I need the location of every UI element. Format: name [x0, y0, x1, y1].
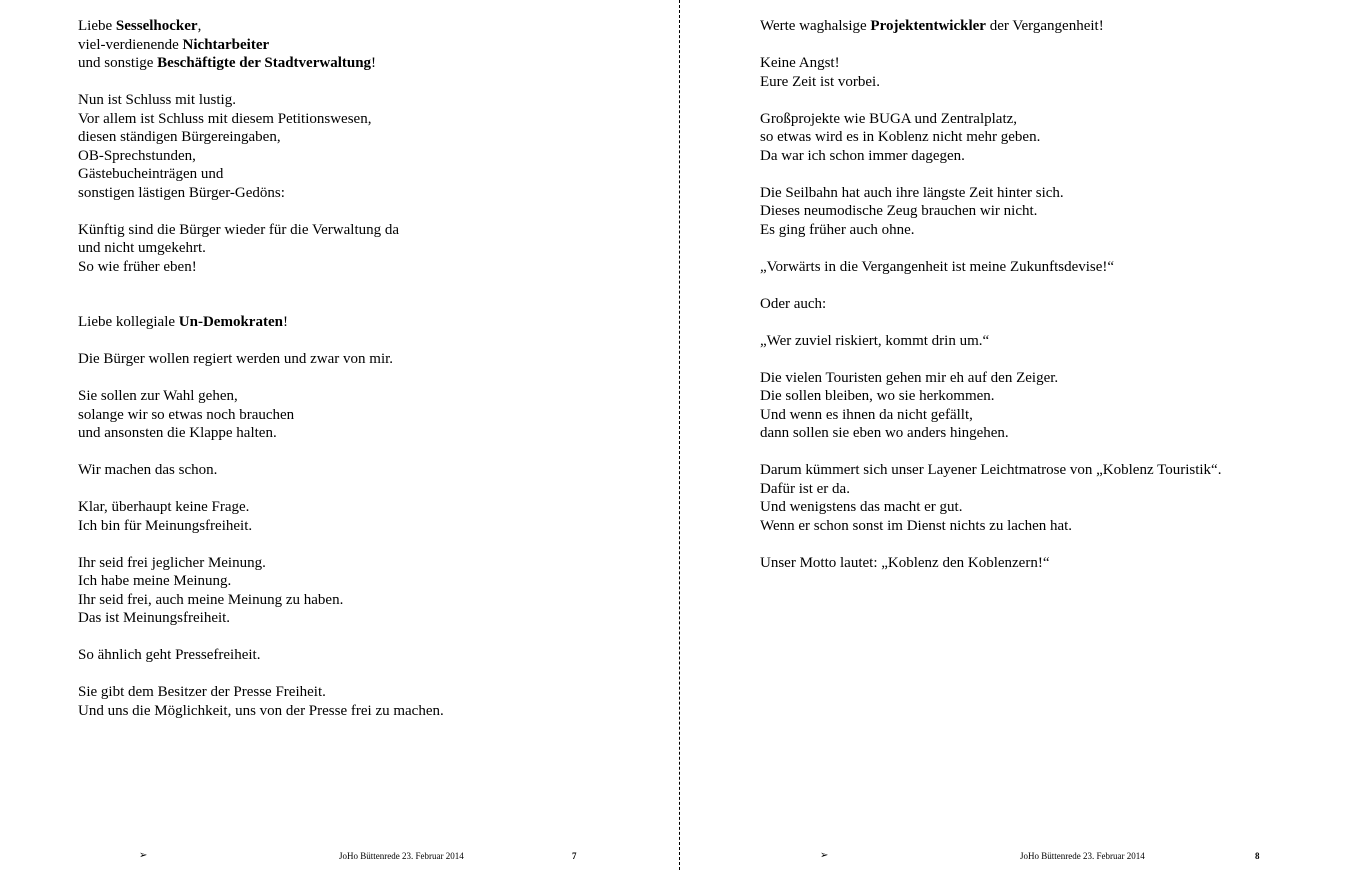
text-segment: So ähnlich geht Pressefreiheit.	[78, 647, 261, 663]
text-segment: Liebe	[78, 18, 116, 34]
text-segment: Eure Zeit ist vorbei.	[760, 73, 880, 90]
right-page	[681, 0, 1358, 870]
text-line	[78, 702, 638, 721]
text-segment: der Vergangenheit!	[985, 18, 1104, 34]
text-line	[78, 609, 638, 628]
text-segment: solange wir so etwas noch brauchen	[78, 406, 295, 423]
text-segment: so etwas wird es in Koblenz nicht mehr geben.	[760, 129, 1041, 145]
text-line	[760, 54, 1320, 73]
text-segment: Die Seilbahn hat auch ihre längste Zeit hinter sich.	[760, 184, 1064, 201]
text-line	[78, 258, 638, 277]
text-segment: Oder auch:	[760, 295, 827, 312]
text-segment: Ich bin für Meinungsfreiheit.	[78, 517, 253, 534]
text-segment: Die Bürger wollen regiert werden und zwar von mir.	[78, 351, 394, 367]
right-page-body	[760, 17, 1320, 572]
text-segment: Und wenigstens das macht er gut.	[760, 499, 963, 515]
blank-line	[78, 628, 638, 647]
text-line	[78, 517, 638, 536]
text-segment: Unser Motto lautet: „Koblenz den Koblenzern!“	[760, 554, 1050, 571]
text-line	[78, 591, 638, 610]
bold-text: Un-Demokraten	[178, 314, 283, 330]
text-segment: OB-Sprechstunden,	[78, 147, 196, 164]
text-line	[760, 554, 1320, 573]
text-line	[78, 461, 638, 480]
blank-line	[78, 73, 638, 92]
blank-line	[760, 165, 1320, 184]
left-page-body	[78, 17, 638, 720]
text-segment: dann sollen sie eben wo anders hingehen.	[760, 425, 1009, 441]
text-line	[760, 202, 1320, 221]
text-segment: Keine Angst!	[760, 55, 840, 71]
text-segment: Und uns die Möglichkeit, uns von der Presse frei zu machen.	[78, 702, 444, 719]
blank-line	[78, 443, 638, 462]
blank-line	[78, 295, 638, 314]
blank-line	[760, 36, 1320, 55]
blank-line	[78, 202, 638, 221]
text-segment: Dafür ist er da.	[760, 480, 850, 497]
footer-bullet-icon: ➢	[820, 850, 829, 861]
text-segment: Ich habe meine Meinung.	[78, 573, 232, 589]
text-line	[78, 387, 638, 406]
bold-text: Beschäftigte der Stadtverwaltung	[157, 55, 372, 71]
blank-line	[78, 535, 638, 554]
text-line	[78, 54, 638, 73]
text-line	[760, 387, 1320, 406]
text-line	[78, 572, 638, 591]
left-page	[0, 0, 678, 870]
text-segment: Das ist Meinungsfreiheit.	[78, 610, 231, 626]
page-number: 8	[1255, 851, 1260, 861]
text-line	[78, 498, 638, 517]
text-segment: und sonstige	[78, 55, 158, 71]
text-segment: Wenn er schon sonst im Dienst nichts zu lachen hat.	[760, 517, 1073, 534]
text-line	[78, 91, 638, 110]
footer-text: JoHo Büttenrede 23. Februar 2014	[339, 851, 464, 861]
blank-line	[78, 369, 638, 388]
text-segment: !	[371, 55, 377, 71]
text-line	[760, 258, 1320, 277]
text-line	[760, 17, 1320, 36]
page-divider	[679, 0, 680, 870]
text-segment: „Wer zuviel riskiert, kommt drin um.“	[760, 332, 990, 349]
text-line	[760, 332, 1320, 351]
bold-text: Sesselhocker	[115, 18, 198, 34]
text-line	[760, 369, 1320, 388]
text-segment: Ihr seid frei, auch meine Meinung zu haben.	[78, 591, 344, 608]
text-line	[78, 17, 638, 36]
text-segment: Und wenn es ihnen da nicht gefällt,	[760, 406, 973, 423]
page-number: 7	[572, 851, 577, 861]
blank-line	[760, 91, 1320, 110]
text-segment: diesen ständigen Bürgereingaben,	[78, 129, 281, 145]
text-line	[78, 165, 638, 184]
text-segment: Nun ist Schluss mit lustig.	[78, 92, 236, 108]
text-line	[78, 147, 638, 166]
text-segment: „Vorwärts in die Vergangenheit ist meine Zukunftsdevise!“	[760, 258, 1115, 275]
text-line	[78, 128, 638, 147]
text-segment: Es ging früher auch ohne.	[760, 221, 915, 238]
text-segment: Großprojekte wie BUGA und Zentralplatz,	[760, 110, 1018, 127]
footer-bullet-icon: ➢	[139, 850, 148, 861]
text-segment: !	[282, 314, 288, 330]
text-segment: Ihr seid frei jeglicher Meinung.	[78, 554, 266, 571]
blank-line	[760, 535, 1320, 554]
text-line	[760, 498, 1320, 517]
text-line	[78, 239, 638, 258]
text-line	[78, 646, 638, 665]
text-segment: ,	[197, 18, 202, 34]
blank-line	[760, 443, 1320, 462]
text-line	[760, 480, 1320, 499]
text-segment: sonstigen lästigen Bürger-Gedöns:	[78, 184, 285, 201]
text-segment: Gästebucheinträgen und	[78, 166, 224, 182]
text-line	[78, 110, 638, 129]
text-segment: viel-verdienende	[78, 36, 183, 53]
text-line	[760, 73, 1320, 92]
text-segment: So wie früher eben!	[78, 258, 197, 275]
text-line	[78, 350, 638, 369]
text-line	[760, 184, 1320, 203]
text-line	[760, 406, 1320, 425]
blank-line	[760, 276, 1320, 295]
blank-line	[760, 313, 1320, 332]
text-segment: Wir machen das schon.	[78, 462, 218, 478]
text-segment: Da war ich schon immer dagegen.	[760, 147, 965, 164]
footer-text: JoHo Büttenrede 23. Februar 2014	[1020, 851, 1145, 861]
blank-line	[78, 276, 638, 295]
text-line	[760, 517, 1320, 536]
text-line	[760, 128, 1320, 147]
text-segment: Dieses neumodische Zeug brauchen wir nicht.	[760, 203, 1038, 219]
text-segment: und nicht umgekehrt.	[78, 240, 206, 256]
blank-line	[760, 350, 1320, 369]
text-line	[78, 406, 638, 425]
text-segment: Werte waghalsige	[760, 18, 871, 34]
text-line	[760, 461, 1320, 480]
text-segment: Klar, überhaupt keine Frage.	[78, 499, 250, 515]
blank-line	[78, 665, 638, 684]
text-segment: Darum kümmert sich unser Layener Leichtmatrose von „Koblenz Touristik“.	[760, 462, 1222, 478]
text-line	[78, 221, 638, 240]
text-line	[760, 295, 1320, 314]
text-line	[78, 424, 638, 443]
text-line	[760, 110, 1320, 129]
text-line	[760, 147, 1320, 166]
text-segment: Vor allem ist Schluss mit diesem Petitionswesen,	[78, 110, 372, 127]
text-segment: Künftig sind die Bürger wieder für die Verwaltung da	[78, 221, 400, 238]
text-segment: Liebe kollegiale	[78, 314, 179, 330]
bold-text: Projektentwickler	[870, 18, 986, 34]
text-line	[78, 313, 638, 332]
text-line	[78, 184, 638, 203]
text-line	[78, 683, 638, 702]
text-segment: Sie gibt dem Besitzer der Presse Freiheit.	[78, 684, 326, 700]
text-segment: Die sollen bleiben, wo sie herkommen.	[760, 388, 995, 404]
text-line	[78, 554, 638, 573]
blank-line	[760, 239, 1320, 258]
text-segment: und ansonsten die Klappe halten.	[78, 425, 277, 441]
text-line	[78, 36, 638, 55]
bold-text: Nichtarbeiter	[182, 36, 270, 53]
text-line	[760, 221, 1320, 240]
text-segment: Die vielen Touristen gehen mir eh auf den Zeiger.	[760, 369, 1059, 386]
blank-line	[78, 480, 638, 499]
text-line	[760, 424, 1320, 443]
text-segment: Sie sollen zur Wahl gehen,	[78, 388, 238, 404]
blank-line	[78, 332, 638, 351]
